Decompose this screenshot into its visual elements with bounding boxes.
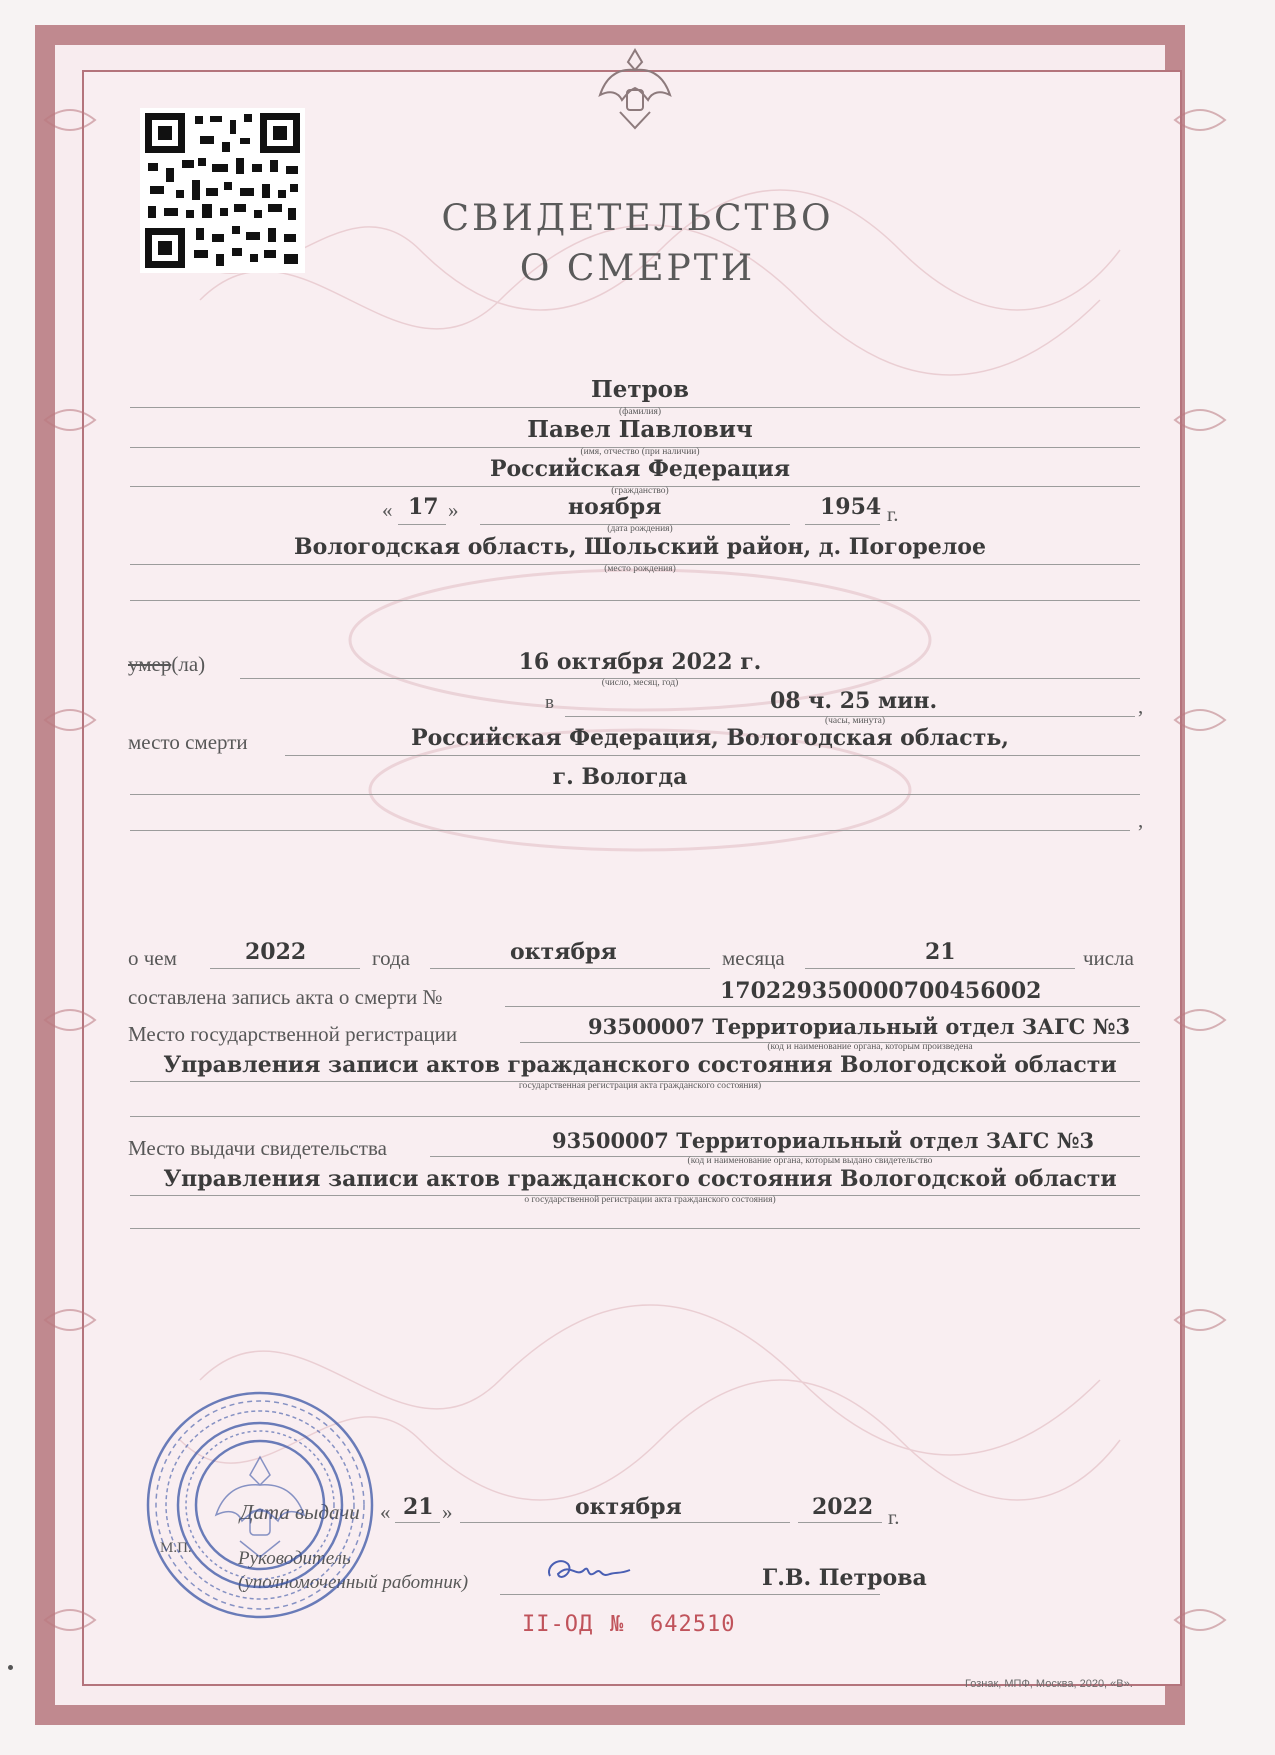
registration-place-line1: 93500007 Территориальный отдел ЗАГС №3 [588, 1014, 1131, 1039]
serial-number-sign: № [610, 1612, 625, 1637]
death-time-comma: , [1138, 694, 1144, 718]
registration-caption1: (код и наименование органа, которым произведена [767, 1042, 973, 1052]
double-headed-eagle-emblem [590, 40, 680, 135]
death-time-caption: (часы, минута) [824, 716, 886, 726]
record-number: 170229350000700456002 [720, 978, 1042, 1004]
registration-place-label: Место государственной регистрации [128, 1022, 458, 1046]
registration-extra-line [130, 1116, 1140, 1117]
death-at-label: в [545, 692, 554, 713]
record-year-label: года [372, 946, 410, 970]
issue-place-label: Место выдачи свидетельства [128, 1136, 387, 1160]
issue-year-suffix: г. [888, 1505, 900, 1529]
birth-month: ноября [568, 494, 662, 520]
death-place-line1: Российская Федерация, Вологодская область, [411, 725, 1009, 751]
surname: Петров [590, 376, 689, 403]
death-place-comma: , [1138, 808, 1144, 832]
birth-year: 1954 [820, 494, 882, 520]
death-place-line1-rule [285, 755, 1140, 756]
given-names: Павел Павлович [527, 416, 753, 443]
citizenship-caption: (гражданство) [611, 486, 669, 496]
birth-place-extra-line [130, 600, 1140, 601]
issue-day-line [395, 1522, 440, 1523]
birth-date-caption: (дата рождения) [607, 524, 673, 534]
issue-place-line2: Управления записи актов гражданского состояния Вологодской области [163, 1166, 1117, 1192]
issue-date-label: Дата выдачи [240, 1500, 360, 1524]
issue-caption1: (код и наименование органа, которым выдано свидетельство [687, 1156, 933, 1166]
death-date-caption: (число, месяц, год) [601, 678, 679, 688]
issue-month: октября [575, 1494, 682, 1520]
registration-place-line2: Управления записи актов гражданского состояния Вологодской области [163, 1052, 1117, 1078]
issue-caption2: о государственной регистрации акта гражданского состояния) [524, 1195, 776, 1205]
issue-year-line [798, 1522, 882, 1523]
birth-day: 17 [408, 494, 439, 520]
issue-place-line1: 93500007 Территориальный отдел ЗАГС №3 [552, 1128, 1095, 1153]
record-year-line [210, 968, 360, 969]
died-label-struck: умер [128, 652, 172, 676]
record-month: октября [510, 939, 617, 965]
signature-line [500, 1594, 880, 1595]
official-seal-stamp [140, 1385, 380, 1625]
head-label-line1: Руководитель [238, 1548, 351, 1569]
record-day-line [805, 968, 1075, 969]
issue-extra-line [130, 1228, 1140, 1229]
serial-number: 642510 [650, 1612, 736, 1637]
head-label-line2: (уполномоченный работник) [238, 1572, 469, 1593]
printer-imprint: Гознак, МПФ, Москва, 2020, «В». [965, 1678, 1133, 1690]
issue-month-line [460, 1522, 790, 1523]
record-month-line [430, 968, 710, 969]
head-name: Г.В. Петрова [762, 1565, 927, 1591]
death-date: 16 октября 2022 г. [518, 649, 762, 675]
birth-place-caption: (место рождения) [604, 564, 676, 574]
record-day-label: числа [1083, 946, 1134, 970]
record-about-label: о чем [128, 946, 177, 970]
birth-year-line [805, 524, 880, 525]
stamp-label: М.П. [160, 1540, 192, 1556]
death-place-line2: г. Вологда [552, 764, 688, 790]
died-label [128, 652, 205, 677]
death-place-line2-rule [130, 794, 1140, 795]
birth-year-suffix: г. [887, 502, 899, 526]
surname-caption: (фамилия) [619, 407, 661, 417]
record-number-label: составлена запись акта о смерти № [128, 985, 443, 1009]
died-label-suffix: (ла) [171, 652, 206, 676]
death-time: 08 ч. 25 мин. [770, 688, 938, 714]
issue-quote-open: « [380, 1500, 391, 1524]
citizenship: Российская Федерация [489, 456, 791, 482]
given-names-caption: (имя, отчество (при наличии) [580, 447, 700, 457]
death-place-label: место смерти [128, 730, 248, 754]
issue-day: 21 [403, 1494, 434, 1520]
document-title-line2: О СМЕРТИ [519, 248, 756, 289]
death-place-line3-rule [130, 830, 1130, 831]
birth-quote-open: « [382, 498, 393, 522]
record-month-label: месяца [722, 946, 785, 970]
record-day: 21 [925, 939, 956, 965]
serial-series: II-ОД [522, 1612, 594, 1637]
issue-quote-close: » [442, 1500, 453, 1524]
birth-quote-close: » [448, 498, 459, 522]
record-number-line [505, 1006, 1140, 1007]
handwritten-signature [540, 1548, 650, 1593]
issue-year: 2022 [812, 1494, 874, 1520]
birth-day-line [398, 524, 446, 525]
scan-dot [8, 1665, 13, 1670]
birth-place: Вологодская область, Шольский район, д. Погорелое [294, 534, 986, 560]
document-title-line1: СВИДЕТЕЛЬСТВО [441, 198, 834, 239]
registration-caption2: государственная регистрация акта гражданского состояния) [518, 1081, 762, 1091]
record-year: 2022 [245, 939, 307, 965]
